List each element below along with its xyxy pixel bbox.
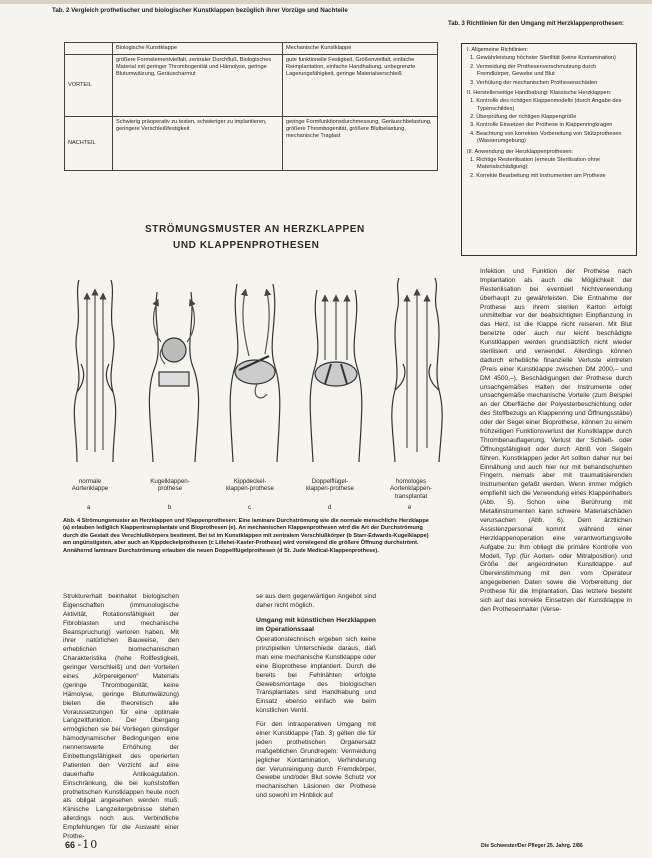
figure-letter-a: a [87, 505, 91, 511]
table3-caption: Tab. 3 Richtlinien für den Umgang mit Herzklappenprothesen: [448, 21, 624, 27]
table3-item: 3. Verhütung der mechanischen Prothesenschäden [470, 79, 598, 86]
page-number-handwritten: -10 [77, 838, 99, 851]
table3-section-title: II. Herstellerseitige Handhabung: Klassische Herzklappen: [467, 89, 612, 96]
valve-d-bileaflet [310, 290, 362, 462]
journal-footer: Die Schwester/Der Pfleger 25. Jahrg. 2/86 [481, 843, 583, 849]
figure-label-e [375, 478, 447, 500]
table3-section [467, 90, 630, 146]
table3-item: 4. Beachtung von korrekten Vorbereitung von Stützprothesen (Wasserumgebung) [470, 130, 622, 145]
table2 [64, 42, 438, 171]
valve-a-normal-aortic [74, 280, 115, 462]
scan-edge [0, 0, 652, 4]
label-line: homologes [395, 478, 427, 485]
table3-section-title: I. Allgemeine Richtlinien: [467, 47, 528, 53]
figure-letter-c: c [248, 505, 251, 511]
table3-item: 2. Überprüfung der richtigen Klappengröße [470, 114, 577, 120]
label-line: Aortenklappen-transplantat [390, 485, 432, 500]
figure-label-b [140, 478, 200, 493]
valve-c-tilting-disc [230, 284, 280, 462]
table2-cell: Schwierig präoperativ zu testen, schwieriger zu implantieren, geringere Verschleißfestigkeit [113, 117, 283, 171]
table2-corner [65, 43, 113, 55]
figure-title [145, 222, 385, 253]
label-line: klappen-prothese [306, 485, 354, 493]
table3-section-title: III. Anwendung der Herzklappenprothesen: [467, 148, 574, 155]
figure-label-c [220, 478, 280, 493]
table3-item: 2. Korrekte Bearbeitung mit Instrumenten am Prothese [470, 172, 606, 179]
table2-caption: Tab. 2 Vergleich prothetischer und biologischer Kunstklappen bezüglich ihrer Vorzüge und Nachteile [52, 7, 348, 14]
table2-header-row [65, 43, 438, 55]
table2-cell: geringe Formfunktionsdurchmessung, Geräuschbelastung, größere Thrombogenität, größere Blutbelastung, mechanische Traglast [283, 117, 438, 171]
figure-label-d [300, 478, 360, 493]
table3-item: 1. Kontrolle des richtigen Klappenmodells (durch Angabe des Typenschildes) [470, 98, 622, 112]
label-line: normale [78, 478, 102, 485]
table2-row-label: NACHTEIL [65, 117, 113, 171]
body-paragraph: se aus dem gegenwärtigen Angebot sind daher nicht möglich. [256, 593, 376, 609]
figure-letter-d: d [328, 505, 332, 511]
label-line: Kugelklappen- [150, 478, 190, 485]
figure-letter-e: e [408, 505, 412, 511]
table3-section [467, 149, 630, 181]
page-number-printed: 66 [65, 840, 76, 850]
table2-row-label: VORTEIL [65, 55, 113, 117]
body-paragraph: Operationstechnisch ergeben sich keine prinzipiellen Unterschiede daraus, daß man eine mechanische Kunstklappe oder eine Bioprothese implantiert. Durch die bereits bei Fehlnähten erfolgte Gewebsmontage des biologischen Transplantates sind Handhabung und Einsatz ebenso einfach wie beim künstlichen Ventil. [256, 636, 376, 715]
body-column-middle [256, 593, 376, 806]
valve-e-homograft [392, 278, 442, 462]
figure-caption: Abb. 4 Strömungsmuster an Herzklappen und Klappenprothesen: Eine laminare Durchströmung wie die normale menschliche Herzklappe (a) erlauben lediglich Klappentransplantate und Bioprothesen (e). An mechanischen Klappenprothesen wird die Art der Durchströmung durch die Gestalt des Verschlußkörpers bestimmt. Bei ist im Kunstklappen mit zentralem Verschlußkörper (b Starr-Edwards-Kugelklappe) am ungünstigsten, aber auch an Kippdeckelprothesen (c Lillehei-Kaster-Prothese) wird vorwiegend die größere Öffnung durchströmt. Annähernd laminare Durchströmung erlauben die neuen Doppelflügelprothesen (d St. Jude Medical-Klappenprothese). [63, 518, 429, 554]
table2-col-biological: Biologische Kunstklappe [113, 43, 283, 55]
label-line: prothese [157, 485, 183, 493]
label-line: klappen-prothese [226, 485, 274, 493]
body-paragraph: Infektion und Funktion der Prothese nach Implantation als auch die Möglichkeit der Resterilisation bei eventuell Nichtverwendung überhaupt zu gewährleisten. Die Entnahme der Prothese aus ihrem sterilen Karton erfolgt unmittelbar vor der beabsichtigten Einpflanzung in das Herz, ist die Klappe nicht reiseren. Mit Blut benetzte oder auch nur leicht beschädigte Kunstklappen werden grundsätzlich nicht wieder sterilisiert und verwendet. Allerdings können dadurch erhebliche finanzielle Verluste eintreten (Preis einer Kunstklappe zwischen DM 2000,– und DM 4500,–). Beschädigungen der Prothese durch unsachgemäßes Halten der Instrumente oder unsachgemäße mechanische Vorteile (zum Beispiel an der Oberfläche der Polyesterbeschichtung oder des Stoffbezugs an Klappenring und Öffnungsstäbe) oder der Segel einer Bioprothese, können zu einem frühzeitigen Funktionsverlust der Kunstklappe durch Thrombenauflagerung, Verlust der Schließ- oder Öffnungsfähigkeit oder durch Abriß von Segeln führen. Kunstklappen jeder Art sollten daher nur bei Einnähung und auch hier nur mit behandschuhten Fingern, niemals aber mit traumatisierenden Instrumenten gefaßt werden. Wenn immer möglich empfiehlt sich die Verwendung eines Klappenhalters (Abb. 5). Schon eine Berührung mit Metallinstrumenten kann schwere Materialschäden verursachen (Abb. 6). Dem ärztlichen Assistenzpersonal kommt während einer Herzklappenoperation eine verantwortungsvolle Aufgabe zu: Ihm obliegt die primäre Kontrolle von Modell, Typ (für Aorten- oder Mitralposition) und Größe der angeordneten Kunstklappe auf Übereinstimmung mit den vom Operateur angegebenen Daten sowie die Vorbereitung der Prothese für die Implantation. Das letztere besteht sich auf das korrekte Einsetzen der Kunstklappe in den Prothesenhalter (Verse- [480, 268, 632, 613]
table2-cell: gute funktionelle Festigkeit, Größenvielfalt, einfache Reimplantation, einfache Handhabung, unbegrenzte Lagerungsfähigkeit, geringe Materialverschleiß [283, 55, 438, 117]
figure-title-line1: STRÖMUNGSMUSTER AN HERZKLAPPEN [145, 224, 365, 235]
body-paragraph: Für den intraoperativen Umgang mit einer Kunstklappe (Tab. 3) gelten die für jeden prothetischen Organersatz maßgeblichen Grundregeln: Vermeidung jeglicher Kontamination, Verhinderung der Verunreinigung durch Fremdkörper, Gewebe und/oder Blut sowie Schutz vor mechanischen Läsionen der Prothese und sowohl im Hinblick auf [256, 721, 376, 800]
figure-title-line2: UND KLAPPENPROTHESEN [173, 239, 320, 251]
table3 [461, 43, 637, 256]
table3-item: 2. Vermeidung der Prothesenverschmutzung durch Fremdkörper, Gewebe und Blut [470, 63, 597, 78]
body-column-left [63, 593, 179, 847]
section-heading: Umgang mit künstlichen Herzklappen im Operationssaal [256, 616, 376, 633]
label-line: Doppelflügel- [311, 478, 349, 485]
table3-item: 3. Kontrolle Einsetzen der Prothese in Klappenringkragen [470, 122, 613, 129]
figure-label-a [60, 478, 120, 493]
figure-letter-b: b [168, 505, 172, 511]
body-paragraph: Strukturerhalt beinhaltet biologischen Eigenschaften (immunologische Aktivität, Rotationsfähigkeit der Fibroblasten und mechanische Beanspruchung) verloren haben. Mit ihrer natürlichen Bauweise, den erheblichen biomechanischen Charakteristika (hohe Rollfestigkeit, geringer Verschleiß) und den Vorteilen eines „körpereigenen“ Materials (geringe Thrombogenität, keine Hämolyse, geringe Blutumwälzung) bieten die theoretisch alle Voraussetzungen für eine optimale Langzeitfunktion. Der Übergang ermöglichen sie bei Vorliegen günstiger hämodynamischer Bedingungen eine nennenswerte Erhöhung der Einbettungsfähigkeit des operierten Patienten den Verzicht auf eine dauerhafte Antikoagulation. Einschränkung, die bei kunststoffen prothetischen Kunstklappen heute noch als obligat angesehen werden muß. Klinische Langzeitergebnisse stehen allerdings noch aus. Verbindliche Empfehlungen für die Auswahl einer Prothe- [63, 593, 179, 841]
table2-col-mechanical: Mechanische Kunstklappe [283, 43, 438, 55]
flow-pattern-illustration [55, 272, 447, 467]
valve-b-ball [149, 292, 198, 462]
table2-row-nachteil [65, 117, 438, 171]
label-line: Aortenklappe [71, 485, 109, 493]
table3-section [467, 47, 630, 87]
page-number [65, 838, 98, 851]
table3-item: 1. Richtige Resterilisation (erneute Sterilisation ohne Materialschädigung) [470, 156, 600, 171]
body-column-right [480, 268, 632, 620]
label-line: Kippdeckel- [233, 478, 267, 485]
table2-row-vorteil [65, 55, 438, 117]
table3-item: 1. Gewährleistung höchster Sterilität (keine Kontamination) [470, 55, 616, 62]
table2-cell: größere Formelementvielfalt, zentraler Durchfluß, Biologisches Material mit geringer Thrombogenität und Hämolyse, geringe Blutumwälzung, Geräuscharmut [113, 55, 283, 117]
